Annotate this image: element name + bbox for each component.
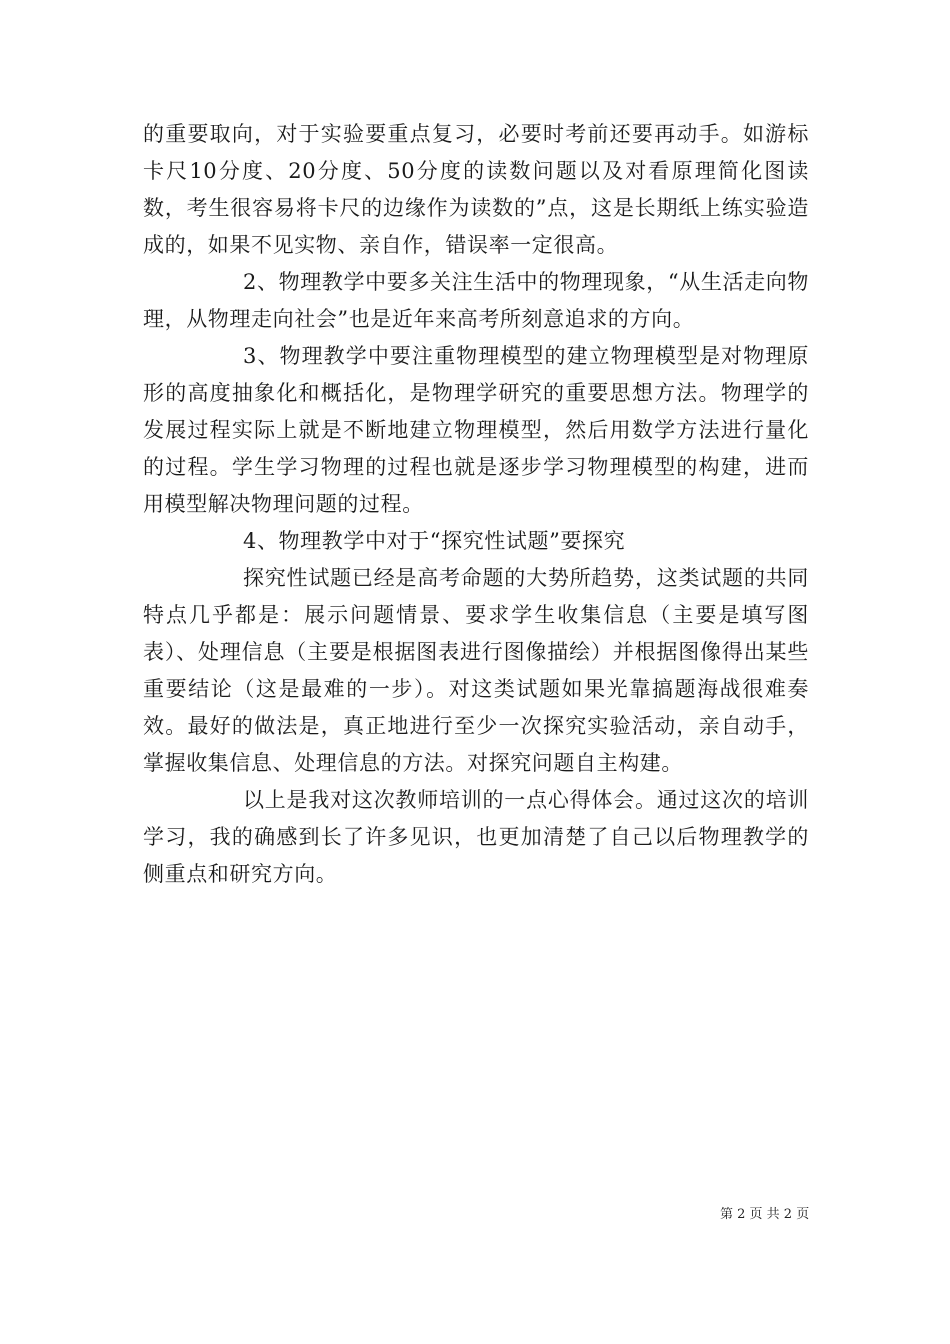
paragraph-conclusion: 以上是我对这次教师培训的一点心得体会。通过这次的培训学习，我的确感到长了许多见识，也更加清楚了自己以后物理教学的侧重点和研究方向。 — [143, 788, 809, 886]
page-number-footer: 第 2 页 共 2 页 — [720, 1207, 810, 1222]
paragraph-point-2: 2、物理教学中要多关注生活中的物理现象，“从生活走向物理，从物理走向社会”也是近年来高考所刻意追求的方向。 — [143, 270, 809, 331]
paragraph-point-4-heading: 4、物理教学中对于“探究性试题”要探究 — [243, 529, 626, 553]
document-body — [143, 116, 809, 893]
paragraph-point-4-body: 探究性试题已经是高考命题的大势所趋势，这类试题的共同特点几乎都是：展示问题情景、要求学生收集信息（主要是填写图表）、处理信息（主要是根据图表进行图像描绘）并根据图像得出某些重要结论（这是最难的一步）。对这类试题如果光靠搞题海战很难奏效。最好的做法是，真正地进行至少一次探究实验活动，亲自动手，掌握收集信息、处理信息的方法。对探究问题自主构建。 — [143, 566, 809, 775]
paragraph-continuation: 的重要取向，对于实验要重点复习，必要时考前还要再动手。如游标卡尺10分度、20分度、50分度的读数问题以及对看原理简化图读数，考生很容易将卡尺的边缘作为读数的”点，这是长期纸上练实验造成的，如果不见实物、亲自作，错误率一定很高。 — [143, 122, 809, 257]
paragraph-point-3: 3、物理教学中要注重物理模型的建立物理模型是对物理原形的高度抽象化和概括化，是物理学研究的重要思想方法。物理学的发展过程实际上就是不断地建立物理模型，然后用数学方法进行量化的过程。学生学习物理的过程也就是逐步学习物理模型的构建，进而用模型解决物理问题的过程。 — [143, 344, 809, 516]
